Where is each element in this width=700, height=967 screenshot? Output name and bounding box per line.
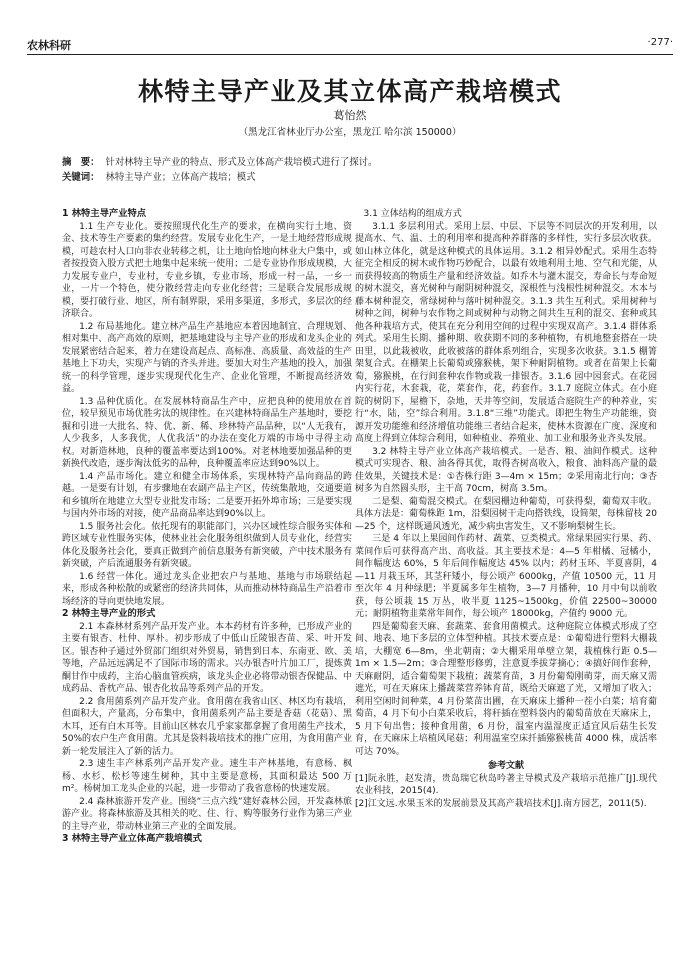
body-paragraph: 2.1 本森林材系列产品开发产业。本本药材有许多种，已形成产业的主要有银杏、杜仲、厚朴。初步形成了中低山丘陵银杏苗、采、叶开发区。银杏种子通过外贸部门组织对外贸易，销售到日本、东南亚、欧、美等地，产品远远满足不了国际市场的需求。兴办银杏叶片加工厂，提炼黄酮甘作中成药，主治心脑血管疾病，该龙头企业必将带动银杏保健品、中成药品、香枕产品、银杏化妆品等系列产品的开发。 <box>62 621 352 694</box>
body-paragraph: 3.1 立体结构的组成方式 <box>363 209 462 219</box>
left-column <box>62 208 352 846</box>
body-paragraph: 1.4 产品市场化。建立和健全市场体系，实现林特产品向商品的跨越。一是要有计划，有步骤地在农副产品主产区，传统集散地，交通要道和乡镇所在地建立大型专业批发市场；二是要开拓外埠市场；三是要实现与国内外市场的对接，使产品商品率达到90%以上。 <box>62 471 352 519</box>
body-paragraph: 2.2 食用菌系列产品开发产业。食用菌在我省山区、林区均有栽培，但面积大，产量高，分布集中，食用菌系列产品主要是香菇（花菇）、黑木耳，还有白木耳等。目前山区林农几乎家家都拿握了食用菌生产技术，50%的农户生产食用菌。尤其是袋料栽培技术的推广应用，为食用菌产业新一轮发展注入了新的活力。 <box>62 696 353 757</box>
reference-item: [2]江文远.水果玉米的发展前景及其高产栽培技术[J].南方园艺，2011(5). <box>355 798 647 809</box>
body-paragraph: 三是 4 年以上果园间作药材、蔬菜、豆类模式。常绿果园实行果、药、菜间作后可获得高产出、高收益。其主要技术是：4—5 年柑橘、冠橘小，间作幅度达 60%，5 年后间作幅度达 45% 以内；药材玉环、半夏喜阴，4—11 月栽玉环，其茎秆矮小，每公顷产 6000kg，产值 10500 元，11 月至次年 4 月种绿肥；半夏属多年生植物，3—7 月播种，10 月中旬以前收获，每公顷栽 15 万丛，收半夏 1125~1500kg，价值 22500~30000 元；耐阴植物韭菜常年间作，每公顷产 18000kg，产值约 9000 元。 <box>355 534 657 619</box>
section-heading: 3 林特主导产业立体高产栽培模式 <box>62 833 202 844</box>
section-heading: 2 林特主导产业的形式 <box>62 608 156 619</box>
abstract-label: 摘 要： <box>62 157 100 168</box>
running-header <box>27 36 673 55</box>
keywords-label: 关键词： <box>62 172 100 183</box>
body-paragraph: 1.2 布局基地化。建立林产品生产基地应本着因地制宜、合理规划、相对集中、高产高效的原则，把基地建设与主导产业的形成和龙头企业的发展紧密结合起来，着力在建设高起点、高标准、高质量、高效益的生产基地上下功夫，实现产与销的齐头并进。要加大对生产基地的投入，加强统一的科学管理，逐步实现现代化生产、企业化管理，不断提高经济效益。 <box>62 321 352 394</box>
reference-item: [1]阮永胜，赵发清，贵岛瑞它秋岛吟著主导模式及产栽培示范推广[J].现代农业科技，2015(4). <box>355 773 657 796</box>
abstract-text: 针对林特主导产业的特点、形式及立体高产栽培模式进行了探讨。 <box>105 157 378 168</box>
right-column <box>355 208 657 810</box>
body-paragraph: 1.1 生产专业化。要按照现代化生产的要求，在横向实行土地、资金、技术等生产要素的集约经营。发展专业化生产，一是土地经营形成规模，可趁农村人口向非农业转移之机，让土地向恰地向林业大户集中，或者按投资入股方式把土地集中起来统一使用；二是专业协作形成规模，大力发展专业户，专业村，专业乡镇，专业市场，形成一村一品，一乡一业，一片一个特色，使分散经营走向专业化经营；三是联合发展形成规模，要打破行业、地区，所有制界限，采用多渠道，多形式，多层次的经济联合。 <box>62 221 352 319</box>
author-affiliation: （黑龙江省林业厅办公室，黑龙江 哈尔滨 150000） <box>238 127 462 138</box>
body-paragraph: 1.5 服务社会化。依托现有的职能部门，兴办区域性综合服务实体和跨区域专业性服务实体，使林业社会化服务组织做到人员专业化，经营实体化及服务社会化，要真正做到产前信息服务有新突破，产中技术服务有新突破，产后流通服务有新突破。 <box>62 521 352 569</box>
body-paragraph: 2.3 速生丰产林系列产品开发产业。速生丰产林基地，有意杨、枫杨、水杉、松杉等速生树种，其中主要是意杨，其面积最达 500 万 m²。杨树加工龙头企业的兴起，进一步带动了我省意杨的快速发展。 <box>62 759 352 794</box>
keywords-text: 林特主导产业；立体高产栽培；模式 <box>105 172 256 183</box>
keywords <box>62 171 660 184</box>
body-paragraph: 3.1.1 多层利用式。采用上层、中层、下层等不同层次的开发利用，以提高水、气、温、土的利用率和提高种养群落的多样性，实行多层次收获。如山林立体化，就是这种模式的具体运用。3.1.2 相异妙配式。采用生态特征完全相反的树木或作物巧妙配合，以最有效地利用土地、空气和光能，从而获得较高的物质生产量和经济效益。如乔木与灌木混交，寿命长与寿命短的树木混交，喜光树种与耐阴树种混交，深根性与浅根性树种混交。木本与藤本树种混交，常绿树种与落叶树种混交。3.1.3 共生互利式。采用树种与树种之间，树种与农作物之间或树种与动物之间共生互利的混交、套种或其他各种栽培方式，使其在充分利用空间的过程中实现双高产。3.1.4 群体系列式。采用生长期、播种期、收获期不同的多种植物，有机地整套搭在一块田里，以此栽被收，此收被落的群体系列组合，实现多次收获。3.1.5 棚箐架复合式。在棚架上长葡萄或猕猴桃，架下种耐阴植物。或者在苗架上长葡萄，猕猴桃，在行间套种农作物或栽一排银杏。3.1.6 园中园套式。在花园内实行花，木套栽，花，菜套作，花，药套作。3.1.7 庭院立体式。在小庭院的树阴下，屋檐下，杂地，天井等空间，发展适合庭院生产的种养业，实行“水，陆，空”综合利用。3.1.8“三维”功能式。即把生物生产功能维，资源开发功能维和经济增值功能维三者结合起来，使林木资源在广度、深度和高度上得到立体综合利用，如种植业、养殖业、加工业和服务业齐头发展。 <box>355 221 657 444</box>
references-heading: 参考文献 <box>487 761 524 771</box>
body-paragraph: 2.4 森林旅游开发产业。围绕“三点六线”建好森林公园，开发森林旅游产业。将森林旅游及其相关的吃、住、行、购等服务行业作为第三产业的主导产业，带动林业第三产业的全面发展。 <box>62 796 352 832</box>
author-name: 葛怡然 <box>333 109 367 122</box>
paper-title: 林特主导产业及其立体高产栽培模式 <box>137 77 562 106</box>
body-paragraph: 四是葡萄套天麻、套蔬菜、套食用菌模式。这种庭院立体模式形成了空间、地表、地下多层的立体型种植。其技术要点是：①葡萄进行塑料大棚栽培，大棚宽 6—8m，坐北朝南；②大棚采用单壁立架，栽植株行距 0.5—1m × 1.5—2m；③合理整形修剪，注意夏季拔芽摘心；④搞好间作套种，天麻耐阴，适合葡萄架下栽植；蔬菜育苗，3 月份葡萄刚萌芽，而天麻又需遮光，可在天麻床上播蔬菜营养钵育苗，既给天麻遮了光，又增加了收入；利用空闲时间种菜，4 月份菜苗出圃，在天麻床上播种一茬小白菜；培育葡萄苗，4 月下旬小白菜采收后，将秆插在塑料袋内的葡萄苗放在天麻床上，5 月下旬出售；接种食用菌，6 月份，温室内温湿度正适宜风后菇生长发育，在天麻床上培植风尾菇；利用温室空床扦插猕猴桃苗 4000 株，成活率可达 70%。 <box>355 621 657 757</box>
body-paragraph: 3.2 林特主导产业立体高产栽培模式。一是杏、粮、油间作模式。这种模式可实现杏、粮、油各得其优，取得杏树高收入，粮食、油料高产量的最佳效果，关键技术是：①杏株行距 3—4m × 15m；②采用南北行向；③杏树多为自然圆头形，主干高 70cm，树高 3.5m。 <box>355 446 657 494</box>
journal-name: 农林科研 <box>27 39 71 52</box>
page-number: ·277· <box>647 37 673 48</box>
body-paragraph: 1.3 品种优质化。在发展林特商品生产中，应把良种的使用放在首位，较早预见市场优胜劣汰的规律性。在兴建林特商品生产基地时，要挖掘和引进一大批名、特、优、新、稀、珍林特产品品种，以“人无我有，人少我多，人多我优，人优我活”的办法在变化万端的市场中寻得主动权。对新造林地，良种的覆盖率要达到100%。对老林地要加强品种的更新换代改造，逐步淘汰低劣的品种，良种覆盖率应达到90%以上。 <box>62 396 352 469</box>
body-paragraph: 1.6 经营一体化。通过龙头企业把农户与基地、基地与市场联结起来，形成各种松散的或紧密的经济共同体，从而推动林特商品生产沿着市场经济的导向更快地发展。 <box>62 571 352 607</box>
abstract <box>62 156 660 169</box>
body-paragraph: 二是梨、葡萄混交模式。在梨园栅边种葡萄，可获得梨，葡萄双丰收。具体方法是：葡萄株距 1m，沿梨园树干走向搭铁线，设简架，每株留枝 20—25 个，这样既通风透光，减少病虫害发生，又不影响梨树生长。 <box>355 496 657 532</box>
section-heading: 1 林特主导产业特点 <box>62 208 147 219</box>
